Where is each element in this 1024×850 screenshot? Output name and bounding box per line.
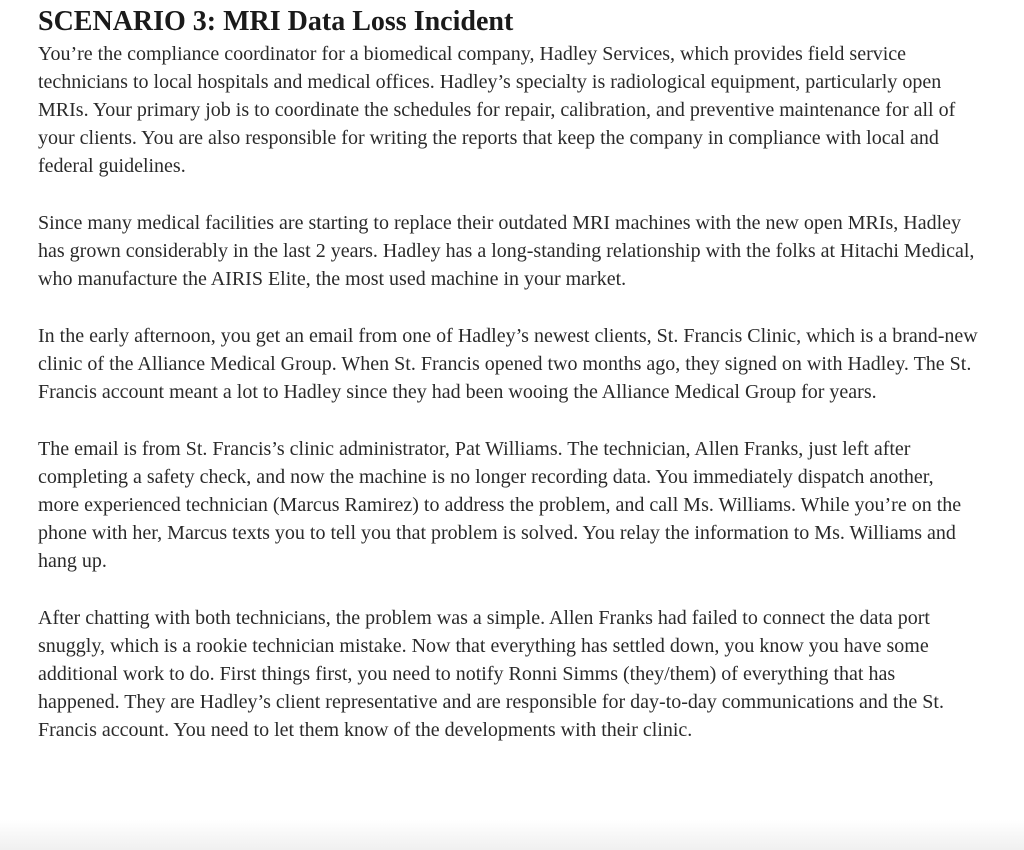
paragraph-intro: You’re the compliance coordinator for a biomedical company, Hadley Services, which provides field service technicians to local hospitals and medical offices. Hadley’s specialty is radiological equipment, particularly open MRIs. Your primary job is to coordinate the schedules for repair, calibration, and preventive maintenance for all of your clients. You are also responsible for writing the reports that keep the company in compliance with local and federal guidelines. xyxy=(38,43,956,177)
bottom-shadow xyxy=(0,820,1024,850)
document xyxy=(38,4,978,744)
paragraph-incident: The email is from St. Francis’s clinic administrator, Pat Williams. The technician, Allen Franks, just left after completing a safety check, and now the machine is no longer recording data. You immediately dispatch another, more experienced technician (Marcus Ramirez) to address the problem, and call Ms. Williams. While you’re on the phone with her, Marcus texts you to tell you that problem is solved. You relay the information to Ms. Williams and hang up. xyxy=(38,438,962,572)
paragraph-next-steps: After chatting with both technicians, the problem was a simple. Allen Franks had failed to connect the data port snuggly, which is a rookie technician mistake. Now that everything has settled down, you know you have some additional work to do. First things first, you need to notify Ronni Simms (they/them) of everything that has happened. They are Hadley’s client representative and are responsible for day-to-day communications and the St. Francis account. You need to let them know of the developments with their clinic. xyxy=(38,607,944,741)
paragraph-growth: Since many medical facilities are starting to replace their outdated MRI machines with the new open MRIs, Hadley has grown considerably in the last 2 years. Hadley has a long-standing relationship with the folks at Hitachi Medical, who manufacture the AIRIS Elite, the most used machine in your market. xyxy=(38,212,975,290)
scenario-title: SCENARIO 3: MRI Data Loss Incident xyxy=(38,6,514,37)
paragraph-email-arrival: In the early afternoon, you get an email from one of Hadley’s newest clients, St. Francis Clinic, which is a brand-new clinic of the Alliance Medical Group. When St. Francis opened two months ago, they signed on with Hadley. The St. Francis account meant a lot to Hadley since they had been wooing the Alliance Medical Group for years. xyxy=(38,325,978,403)
